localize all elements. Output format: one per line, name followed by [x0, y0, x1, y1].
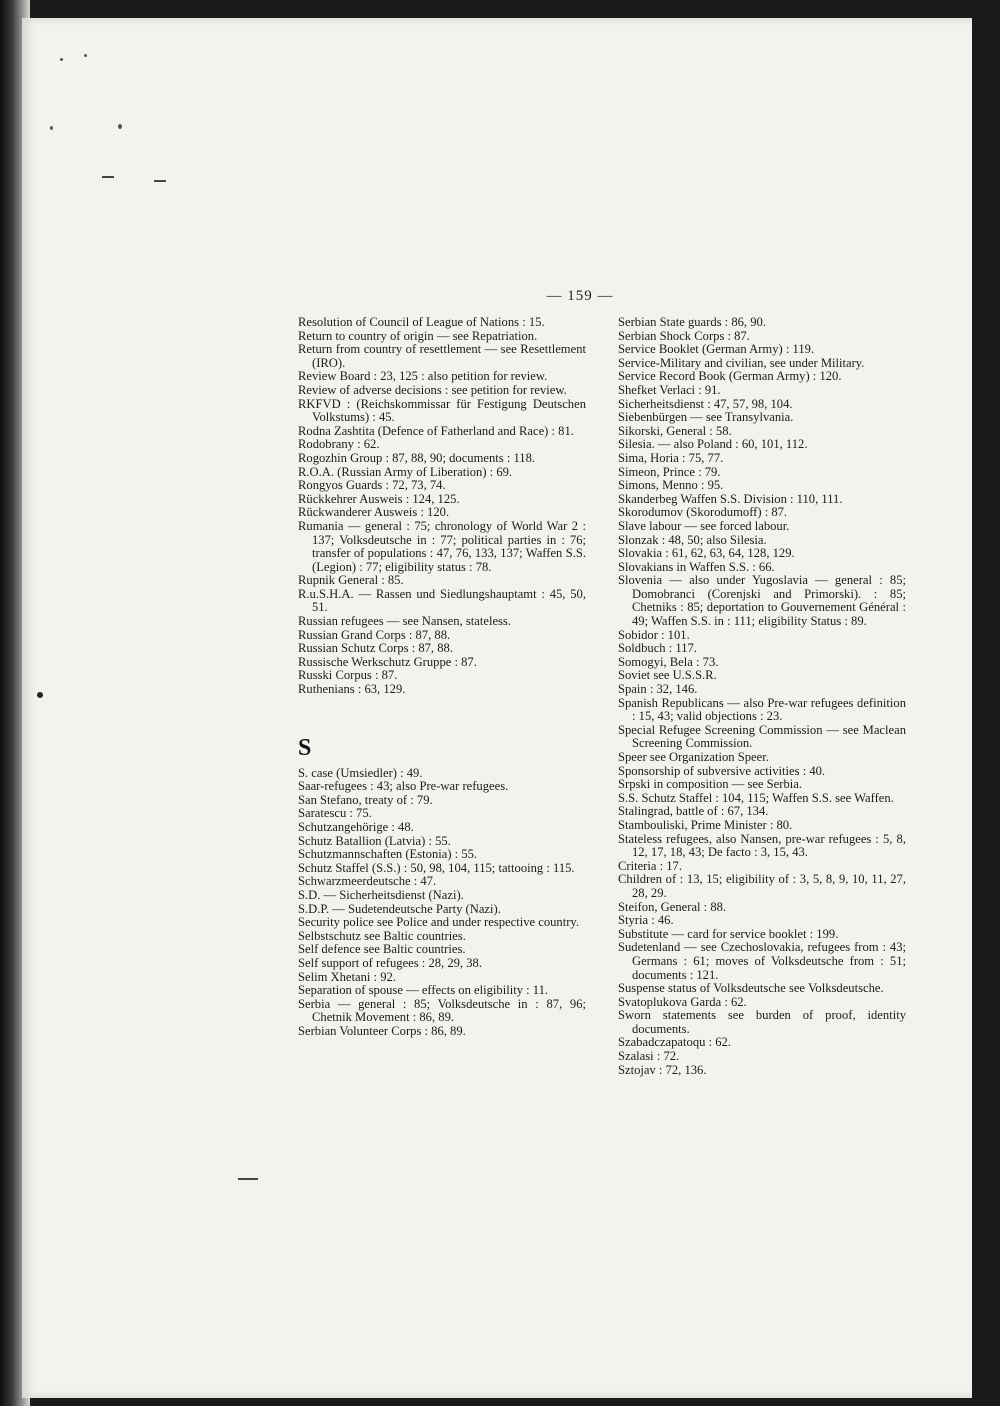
index-entry: Simons, Menno : 95.	[618, 478, 724, 493]
index-entry: Speer see Organization Speer.	[618, 750, 769, 764]
index-entry: Rodobrany : 62.	[298, 437, 380, 452]
index-entry: Service Record Book (German Army) : 120.	[618, 369, 842, 384]
ink-speck	[50, 126, 53, 130]
index-entry: Separation of spouse — effects on eligibility : 11.	[298, 983, 549, 998]
index-entry: Rumania — general : 75; chronology of World War 2 : 137; Volksdeutsche in : 77; political parties in : 76; transfer of populations : 47, 76, 133, 137; Waffen S.S. (Legion) : 77; eligibility status : 78.	[298, 518, 586, 574]
index-column-right	[618, 316, 906, 1077]
index-entry: San Stefano, treaty of : 79.	[298, 792, 433, 807]
index-entry: S.S. Schutz Staffel : 104, 115; Waffen S.S. see Waffen.	[618, 790, 894, 805]
index-entry: Security police see Police and under respective country.	[298, 915, 580, 930]
index-entry: R.u.S.H.A. — Rassen und Siedlungshauptamt : 45, 50, 51.	[298, 586, 586, 615]
index-entry: Rückwanderer Ausweis : 120.	[298, 505, 450, 520]
index-entry: Slovakia : 61, 62, 63, 64, 128, 129.	[618, 546, 795, 561]
index-entry: Schwarzmeerdeutsche : 47.	[298, 874, 437, 889]
index-entry: Spain : 32, 146.	[618, 682, 698, 697]
index-entry: Rupnik General : 85.	[298, 573, 404, 588]
index-entry: Soviet see U.S.S.R.	[618, 668, 717, 683]
index-entry: Schutzangehörige : 48.	[298, 820, 414, 834]
index-entry: Siebenbürgen — see Transylvania.	[618, 410, 794, 425]
index-entry: Styria : 46.	[618, 913, 674, 928]
index-entry: Russki Corpus : 87.	[298, 668, 398, 683]
index-entry: R.O.A. (Russian Army of Liberation) : 69.	[298, 464, 513, 479]
index-column-left	[298, 316, 586, 1039]
index-entry: Russian Grand Corps : 87, 88.	[298, 627, 451, 642]
section-letter-s: S	[298, 734, 312, 761]
index-entry: Selbstschutz see Baltic countries.	[298, 928, 466, 943]
index-entry: Stalingrad, battle of : 67, 134.	[618, 804, 769, 819]
index-entry: Return to country of origin — see Repatriation.	[298, 328, 538, 343]
index-entry: Skorodumov (Skorodumoff) : 87.	[618, 505, 788, 520]
page-number: — 159 —	[546, 288, 614, 304]
index-entry: Suspense status of Volksdeutsche see Volksdeutsche.	[618, 981, 884, 996]
index-entry: Schutzmannschaften (Estonia) : 55.	[298, 847, 478, 862]
index-entry: Service-Military and civilian, see under Military.	[618, 355, 865, 370]
index-entry: Sponsorship of subversive activities : 40.	[618, 763, 826, 778]
index-entry: Service Booklet (German Army) : 119.	[618, 342, 815, 357]
index-entry: S.D.P. — Sudetendeutsche Party (Nazi).	[298, 901, 501, 916]
index-entry: Sikorski, General : 58.	[618, 423, 732, 438]
index-entry: Soldbuch : 117.	[618, 641, 697, 656]
index-entry: Saratescu : 75.	[298, 806, 372, 821]
index-entry: Sudetenland — see Czechoslovakia, refugees from : 43; Germans : 61; moves of Volksdeutsche from : 51; documents : 121.	[618, 940, 906, 982]
index-entry: Rogozhin Group : 87, 88, 90; documents : 118.	[298, 450, 536, 465]
margin-mark	[238, 1178, 258, 1180]
index-entry: Skanderbeg Waffen S.S. Division : 110, 111.	[618, 491, 843, 506]
index-entry: Russian refugees — see Nansen, stateless.	[298, 614, 511, 629]
index-entry: Slovakians in Waffen S.S. : 66.	[618, 559, 775, 574]
index-entry: Steifon, General : 88.	[618, 899, 727, 914]
index-entry: S. case (Umsiedler) : 49.	[298, 765, 423, 780]
index-entry: Russian Schutz Corps : 87, 88.	[298, 641, 453, 656]
index-entry: Spanish Republicans — also Pre-war refugees definition : 15, 43; valid objections : 23.	[618, 695, 906, 724]
index-entry: Special Refugee Screening Commission — see Maclean Screening Commission.	[618, 722, 906, 751]
margin-mark	[102, 176, 114, 178]
index-entry: Rodna Zashtita (Defence of Fatherland and Race) : 81.	[298, 423, 574, 438]
index-entry: Saar-refugees : 43; also Pre-war refugees.	[298, 779, 509, 794]
index-entry: Russische Werkschutz Gruppe : 87.	[298, 654, 477, 669]
index-entry: Serbia — general : 85; Volksdeutsche in : 87, 96; Chetnik Movement : 86, 89.	[298, 996, 586, 1025]
index-entry: Return from country of resettlement — see Resettlement (IRO).	[298, 342, 586, 370]
index-entry: Srpski in composition — see Serbia.	[618, 777, 802, 792]
index-entry: Slonzak : 48, 50; also Silesia.	[618, 532, 767, 547]
index-entry: Selim Xhetani : 92.	[298, 969, 396, 984]
index-entry: Szalasi : 72.	[618, 1049, 680, 1064]
margin-mark	[154, 180, 166, 182]
index-entry: Stambouliski, Prime Minister : 80.	[618, 817, 793, 832]
ink-speck	[118, 124, 122, 129]
index-entry: Serbian Shock Corps : 87.	[618, 328, 750, 343]
index-entry: Schutz Batallion (Latvia) : 55.	[298, 833, 451, 848]
index-entry: Shefket Verlaci : 91.	[618, 382, 721, 397]
index-entry: Sztojav : 72, 136.	[618, 1062, 707, 1077]
index-entry: Schutz Staffel (S.S.) : 50, 98, 104, 115; tattooing : 115.	[298, 860, 575, 875]
ink-speck	[37, 692, 43, 698]
index-entry: S.D. — Sicherheitsdienst (Nazi).	[298, 887, 464, 902]
index-entry: RKFVD : (Reichskommissar für Festigung Deutschen Volkstums) : 45.	[298, 396, 586, 425]
index-entry: Sworn statements see burden of proof, identity documents.	[618, 1008, 906, 1036]
index-entry: Rongyos Guards : 72, 73, 74.	[298, 478, 446, 493]
index-entry: Substitute — card for service booklet : 199.	[618, 926, 839, 941]
index-entry: Szabadczapatoqu : 62.	[618, 1035, 731, 1050]
index-entry: Serbian State guards : 86, 90.	[618, 315, 766, 329]
index-entry: Stateless refugees, also Nansen, pre-war refugees : 5, 8, 12, 17, 18, 43; De facto : 3, 15, 43.	[618, 831, 906, 860]
index-entry: Somogyi, Bela : 73.	[618, 654, 719, 669]
index-entry: Silesia. — also Poland : 60, 101, 112.	[618, 437, 808, 452]
index-entry: Review of adverse decisions : see petition for review.	[298, 382, 567, 397]
index-entry: Slave labour — see forced labour.	[618, 518, 790, 533]
index-entry: Children of : 13, 15; eligibility of : 3, 5, 8, 9, 10, 11, 27, 28, 29.	[618, 872, 906, 900]
index-entry: Slovenia — also under Yugoslavia — general : 85; Domobranci (Corenjski and Primorski). : 85; Chetniks : 85; deportation to Gouvernement Général : 49; Waffen S.S. in : 111; eligibility Status : 89.	[618, 573, 906, 629]
entries-s	[298, 767, 586, 1039]
index-entry: Svatoplukova Garda : 62.	[618, 994, 747, 1009]
index-entry: Resolution of Council of League of Nations : 15.	[298, 315, 545, 329]
index-entry: Self defence see Baltic countries.	[298, 942, 466, 957]
index-entry: Review Board : 23, 125 : also petition for review.	[298, 369, 548, 384]
index-entry: Rückkehrer Ausweis : 124, 125.	[298, 491, 460, 506]
index-entry: Ruthenians : 63, 129.	[298, 682, 406, 697]
entries-s-continued	[618, 316, 906, 1077]
index-entry: Sicherheitsdienst : 47, 57, 98, 104.	[618, 396, 793, 411]
ink-speck	[84, 54, 87, 57]
index-entry: Self support of refugees : 28, 29, 38.	[298, 955, 482, 970]
ink-speck	[60, 58, 63, 61]
entries-r	[298, 316, 586, 697]
index-entry: Sima, Horia : 75, 77.	[618, 450, 724, 465]
index-entry: Serbian Volunteer Corps : 86, 89.	[298, 1023, 466, 1038]
index-entry: Criteria : 17.	[618, 858, 683, 873]
index-entry: Sobidor : 101.	[618, 627, 690, 642]
index-entry: Simeon, Prince : 79.	[618, 464, 721, 479]
